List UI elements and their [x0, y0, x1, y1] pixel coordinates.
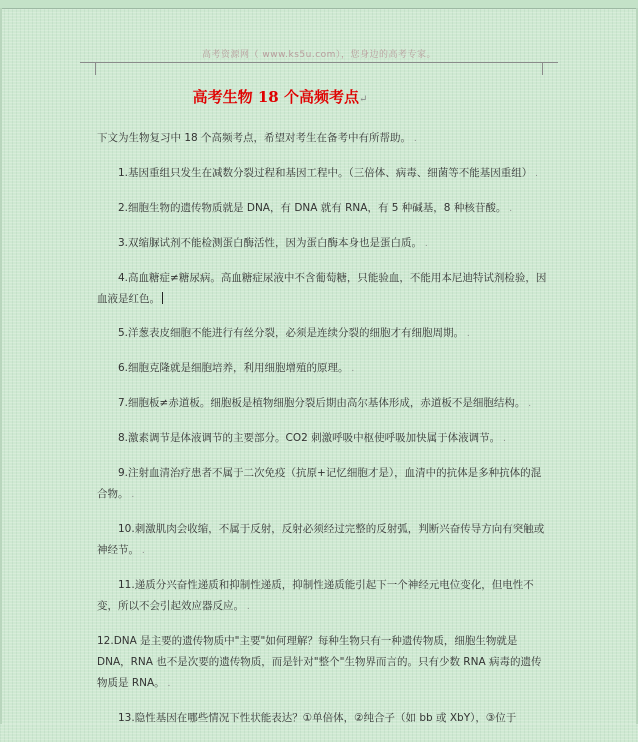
document-body[interactable]: [97, 128, 547, 742]
left-margin-corner: [80, 62, 96, 75]
list-item: 8.激素调节是体液调节的主要部分。CO2 刺激呼吸中枢使呼吸加快属于体液调节。 .: [118, 432, 506, 444]
list-item: 11.递质分兴奋性递质和抑制性递质，抑制性递质能引起下一个神经元电位变化，但电性不变，所以不会引起效应器反应。 .: [97, 579, 534, 612]
list-item: 2.细胞生物的遗传物质就是 DNA，有 DNA 就有 RNA，有 5 种碱基，8 种核苷酸。 .: [118, 202, 513, 214]
list-item: 9.注射血清治疗患者不属于二次免疫（抗原+记忆细胞才是），血清中的抗体是多种抗体的混合物。 .: [97, 467, 542, 500]
list-item: 6.细胞克隆就是细胞培养，利用细胞增殖的原理。 .: [118, 362, 355, 374]
page-header-text: 高考资源网（ www.ks5u.com），您身边的高考专家。: [202, 50, 436, 60]
document-title-text: 高考生物 18 个高频考点: [192, 88, 359, 106]
intro-paragraph: 下文为生物复习中 18 个高频考点，希望对考生在备考中有所帮助。 .: [97, 132, 417, 144]
document-title: [0, 86, 560, 107]
list-item: 12.DNA 是主要的遗传物质中"主要"如何理解？每种生物只有一种遗传物质，细胞生物就是 DNA，RNA 也不是次要的遗传物质，而是针对"整个"生物界而言的。只有少数 RNA 病毒的遗传物质是 RNA。 .: [97, 635, 542, 689]
list-item: 4.高血糖症≠糖尿病。高血糖症尿液中不含葡萄糖，只能验血，不能用本尼迪特试剂检验，因血液是红色。: [97, 272, 547, 305]
list-item: 3.双缩脲试剂不能检测蛋白酶活性，因为蛋白酶本身也是蛋白质。 .: [118, 237, 428, 249]
window-top-edge: [0, 0, 638, 9]
list-item: 10.刺激肌肉会收缩，不属于反射，反射必须经过完整的反射弧，判断兴奋传导方向有突触或神经节。 .: [97, 523, 545, 556]
list-item: 13.隐性基因在哪些情况下性状能表达？①单倍体，②纯合子（如 bb 或 XbY），③位于: [118, 712, 517, 724]
list-item: 5.洋葱表皮细胞不能进行有丝分裂，必须是连续分裂的细胞才有细胞周期。 .: [118, 327, 470, 339]
page-left-edge: [0, 8, 2, 724]
right-margin-corner: [542, 62, 558, 75]
paragraph-mark-icon: ↵: [358, 94, 368, 105]
list-item: 1.基因重组只发生在减数分裂过程和基因工程中。（三倍体、病毒、细菌等不能基因重组） .: [118, 167, 539, 179]
list-item: 7.细胞板≠赤道板。细胞板是植物细胞分裂后期由高尔基体形成，赤道板不是细胞结构。 .: [118, 397, 532, 409]
text-cursor: [162, 292, 163, 304]
header-rule: [96, 62, 542, 63]
